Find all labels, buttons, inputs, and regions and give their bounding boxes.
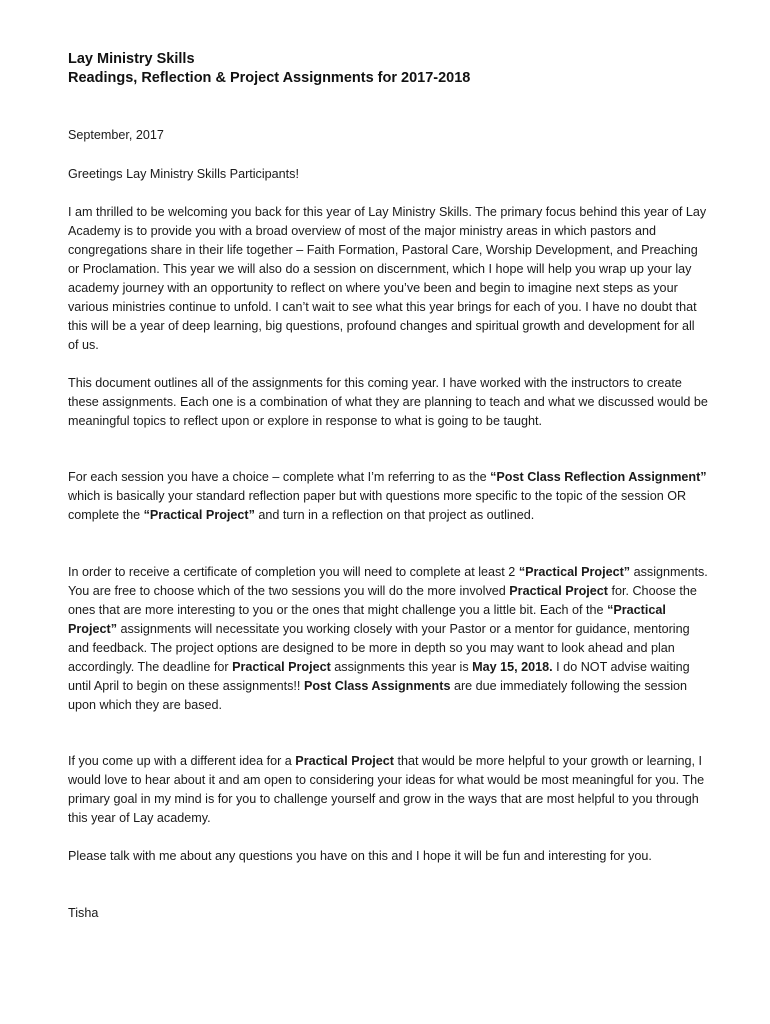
paragraph-alternative-ideas [68, 752, 708, 828]
bold-term-practical-project: Practical Project [509, 584, 608, 598]
text-run: For each session you have a choice – complete what I’m referring to as the [68, 470, 491, 484]
text-run: I do NOT advise waiting until April to begin on these assignments!! [68, 660, 690, 693]
bold-term-post-class-assignments: Post Class Assignments [303, 679, 451, 693]
signature: Tisha [68, 906, 99, 920]
text-run: If you come up with a different idea for a [68, 754, 296, 768]
bold-deadline-date: May 15, 2018. [472, 660, 553, 674]
text-run: are due immediately following the session upon which they are based. [68, 679, 688, 712]
text-run: that would be more helpful to your growth or learning, I would love to hear about it and am open to considering your ideas for what would be most meaningful for you. The primary goal in my mind is for you to challenge yourself and grow in the ways that are most helpful to you through this year of Lay academy. [68, 754, 705, 825]
paragraph-certificate-requirements [68, 563, 708, 715]
text-run: and turn in a reflection on that project as outlined. [254, 508, 535, 522]
bold-term-practical-project: “Practical Project” [518, 565, 631, 579]
bold-term-practical-project: Practical Project [232, 660, 331, 674]
bold-term-practical-project: “Practical Project” [68, 603, 666, 636]
paragraph-intro: I am thrilled to be welcoming you back for this year of Lay Ministry Skills. The primary focus behind this year of Lay Academy is to provide you with a broad overview of most of the major ministry areas in which pastors and congregations share in their life together – Faith Formation, Pastoral Care, Worship Development, and Preaching or Proclamation. This year we will also do a session on discernment, which I hope will help you wrap up your lay academy journey with an opportunity to reflect on where you’ve been and begin to imagine next steps as your various ministries continue to unfold. I can’t wait to see what this year brings for each of you. I have no doubt that this will be a year of deep learning, big questions, profound changes and spiritual growth and development for all of us. [68, 205, 707, 352]
text-run: assignments. You are free to choose which of the two sessions you will do the more involved [68, 565, 708, 598]
paragraph-closing: Please talk with me about any questions you have on this and I hope it will be fun and interesting for you. [68, 849, 652, 863]
bold-term-practical-project: Practical Project [295, 754, 394, 768]
bold-term-post-class-reflection: “Post Class Reflection Assignment” [490, 470, 707, 484]
text-run: assignments will necessitate you working closely with your Pastor or a mentor for guidance, mentoring and feedback. The project options are designed to be more in depth so you may want to look ahead and plan accordingly. The deadline for [68, 622, 690, 674]
document-title: Lay Ministry Skills [68, 51, 195, 67]
bold-term-practical-project: “Practical Project” [143, 508, 255, 522]
paragraph-session-choice [68, 468, 708, 525]
letter-greeting: Greetings Lay Ministry Skills Participants! [68, 167, 299, 181]
text-run: for. Choose the ones that are more interesting to you or the ones that might challenge you a little bit. Each of the [68, 584, 697, 617]
letter-date: September, 2017 [68, 128, 164, 142]
text-run: In order to receive a certificate of completion you will need to complete at least 2 [68, 565, 519, 579]
paragraph-assignments-overview: This document outlines all of the assignments for this coming year. I have worked with the instructors to create these assignments. Each one is a combination of what they are planning to teach and what we discussed would be meaningful topics to reflect upon or explore in response to what is going to be taught. [68, 376, 708, 428]
text-run: assignments this year is [330, 660, 473, 674]
document-subtitle: Readings, Reflection & Project Assignments for 2017-2018 [68, 70, 471, 86]
text-run: which is basically your standard reflection paper but with questions more specific to the topic of the session OR complete the [68, 489, 687, 522]
